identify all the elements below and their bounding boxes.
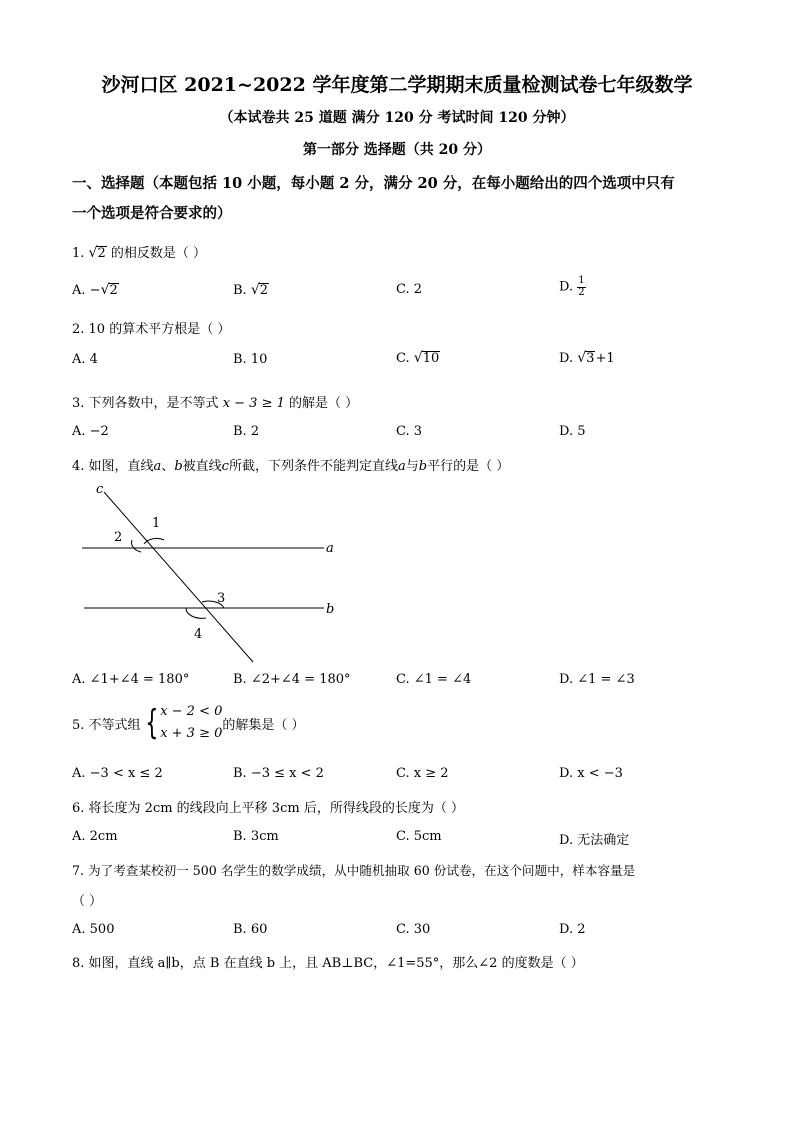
q2-option-d[interactable] — [559, 350, 615, 366]
question-4 — [72, 455, 509, 474]
question-2: 2. 10 的算术平方根是（ ） — [72, 322, 231, 337]
q3-option-c[interactable]: C. 3 — [396, 424, 423, 439]
q3-option-a[interactable]: A. −2 — [72, 424, 109, 439]
q7-option-d[interactable]: D. 2 — [559, 922, 586, 937]
exam-info: （本试卷共 25 道题 满分 120 分 考试时间 120 分钟） — [219, 110, 575, 126]
fraction — [577, 276, 585, 298]
minus-sign: − — [89, 283, 101, 298]
text: 所截，下列条件不能判定直线 — [228, 459, 398, 474]
label-b: b — [326, 602, 335, 617]
brace-symbol: { — [144, 703, 158, 743]
q6-option-b[interactable]: B. 3cm — [233, 829, 279, 844]
sqrt-symbol: √ — [413, 350, 423, 366]
sqrt-symbol: √ — [100, 282, 110, 298]
radicand: 2 — [109, 283, 118, 298]
label-angle-3: 3 — [217, 591, 226, 606]
question-8: 8. 如图，直线 a∥b，点 B 在直线 b 上，且 AB⊥BC，∠1=55°，那么∠2 的度数是（ ） — [72, 956, 584, 971]
label-angle-1: 1 — [152, 516, 161, 531]
part-heading: 第一部分 选择题（共 20 分） — [302, 142, 492, 158]
q1-text: 的相反数是（ ） — [110, 246, 207, 261]
question-7-line1: 7. 为了考查某校初一 500 名学生的数学成绩，从中随机抽取 60 份试卷，在这个问题中，样本容量是 — [72, 863, 636, 878]
q7-option-b[interactable]: B. 60 — [233, 922, 268, 937]
q2-option-a[interactable]: A. 4 — [72, 352, 98, 367]
q5-text-pre: 5. 不等式组 — [72, 717, 141, 733]
question-1 — [72, 242, 206, 261]
q5-option-b[interactable]: B. −3 ≤ x < 2 — [233, 766, 324, 781]
angle-4-arc — [186, 608, 206, 618]
section-heading-line2: 一个选项是符合要求的） — [72, 205, 232, 222]
q1-number: 1. — [72, 246, 85, 261]
q3-inequality: x − 3 ≥ 1 — [222, 396, 285, 411]
question-7-line2: （ ） — [72, 894, 103, 909]
denominator: 2 — [578, 286, 585, 298]
parallel-lines-figure — [78, 478, 358, 668]
q6-option-c[interactable]: C. 5cm — [396, 829, 442, 844]
q5-option-c[interactable]: C. x ≥ 2 — [396, 766, 449, 781]
question-5 — [72, 701, 305, 745]
label-a: a — [326, 541, 334, 556]
text: 平行的是（ ） — [427, 459, 510, 474]
label-angle-2: 2 — [114, 530, 123, 545]
var-a: a — [153, 459, 162, 474]
var-b: b — [418, 459, 428, 474]
text: 与 — [405, 459, 419, 474]
option-label: A. — [72, 283, 86, 298]
option-label: B. — [233, 283, 247, 298]
q5-option-a[interactable]: A. −3 < x ≤ 2 — [72, 766, 163, 781]
option-label: C. — [396, 351, 410, 366]
label-c: c — [96, 482, 104, 497]
q4-option-c[interactable]: C. ∠1 = ∠4 — [396, 672, 472, 687]
q1-option-b[interactable] — [233, 282, 269, 298]
inequality-1: x − 2 < 0 — [160, 704, 223, 719]
option-label: D. — [559, 279, 574, 295]
sqrt-symbol: √ — [88, 245, 98, 261]
line-c — [104, 492, 253, 662]
section-heading-line1: 一、选择题（本题包括 10 小题，每小题 2 分，满分 20 分，在每小题给出的四个选项中只有 — [72, 175, 675, 192]
question-6: 6. 将长度为 2cm 的线段向上平移 3cm 后，所得线段的长度为（ ） — [72, 801, 464, 816]
q5-text-post: 的解集是（ ） — [222, 717, 305, 733]
numerator: 1 — [578, 275, 585, 286]
q1-radicand: 2 — [97, 246, 106, 261]
q3-text-pre: 3. 下列各数中，是不等式 — [72, 396, 219, 411]
q7-option-c[interactable]: C. 30 — [396, 922, 431, 937]
q2-option-c[interactable] — [396, 350, 440, 366]
exam-title: 沙河口区 2021~2022 学年度第二学期期末质量检测试卷七年级数学 — [101, 74, 693, 96]
sqrt-symbol: √ — [250, 282, 260, 298]
inequality-2: x + 3 ≥ 0 — [160, 726, 223, 741]
q1-option-a[interactable] — [72, 282, 119, 298]
text: 4. 如图，直线 — [72, 459, 154, 474]
angle-2-arc — [132, 540, 141, 552]
angle-1-arc — [144, 538, 164, 544]
q3-text-post: 的解是（ ） — [289, 396, 359, 411]
q4-option-a[interactable]: A. ∠1+∠4 = 180° — [72, 672, 190, 687]
q6-option-a[interactable]: A. 2cm — [72, 829, 118, 844]
q3-option-d[interactable]: D. 5 — [559, 424, 586, 439]
question-3 — [72, 392, 358, 411]
q1-option-d[interactable] — [559, 276, 586, 298]
q6-option-d[interactable]: D. 无法确定 — [559, 833, 630, 848]
label-angle-4: 4 — [194, 627, 203, 642]
var-b: b — [174, 459, 183, 474]
q7-option-a[interactable]: A. 500 — [72, 922, 115, 937]
plus-one: +1 — [595, 351, 615, 366]
q2-option-b[interactable]: B. 10 — [233, 352, 268, 367]
q1-option-c[interactable]: C. 2 — [396, 282, 423, 297]
q4-option-d[interactable]: D. ∠1 = ∠3 — [559, 672, 635, 687]
inequality-system — [160, 701, 222, 745]
var-c: c — [221, 459, 229, 474]
text: 被直线 — [182, 459, 222, 474]
radicand: 2 — [259, 283, 269, 298]
radicand: 10 — [422, 351, 440, 366]
q3-option-b[interactable]: B. 2 — [233, 424, 260, 439]
q5-option-d[interactable]: D. x < −3 — [559, 766, 623, 781]
sqrt-symbol: √ — [577, 350, 587, 366]
radicand: 3 — [586, 351, 595, 366]
text: 、 — [161, 459, 175, 474]
q5-row — [72, 701, 305, 745]
var-a: a — [397, 459, 406, 474]
q4-option-b[interactable]: B. ∠2+∠4 = 180° — [233, 672, 351, 687]
option-label: D. — [559, 351, 574, 366]
